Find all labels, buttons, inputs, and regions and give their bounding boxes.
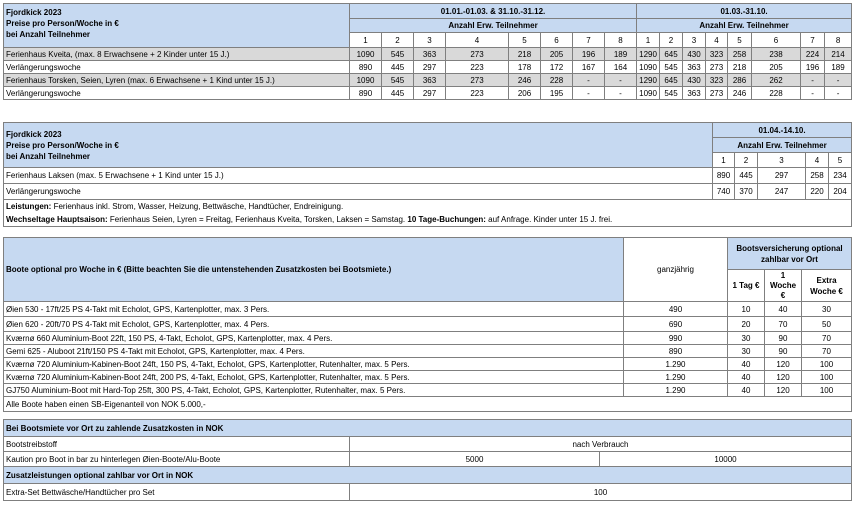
- price-cell: 206: [509, 87, 541, 100]
- deposit-label: Kaution pro Boot in bar zu hinterlegen Øien-Boote/Alu-Boote: [4, 452, 350, 467]
- price-cell: 205: [541, 48, 573, 61]
- row-label: Ferienhaus Kveita, (max. 8 Erwachsene + 2 Kinder unter 15 J.): [4, 48, 350, 61]
- boat-name: Kværnø 720 Aluminium-Kabinen-Boot 24ft, 200 PS, 4-Takt, Echolot, GPS, Kartenplotter, Rutenhalter, max. 5 Pers.: [4, 371, 624, 384]
- row-label: Ferienhaus Torsken, Seien, Lyren (max. 6 Erwachsene + 1 Kind unter 15 J.): [4, 74, 350, 87]
- price-cell: 1090: [350, 48, 382, 61]
- ins-week-value: 120: [765, 371, 802, 384]
- table-row: [4, 332, 852, 345]
- t1-period-a: 01.01.-01.03. & 31.10.-31.12.: [350, 4, 637, 19]
- t1-num: 4: [706, 33, 728, 48]
- t1-num: 3: [414, 33, 446, 48]
- ins-day-value: 40: [728, 384, 765, 397]
- boat-name: Kværnø 660 Aluminium-Boot 22ft, 150 PS, 4-Takt, Echolot, GPS, Kartenplotter, max. 4 Pers.: [4, 332, 624, 345]
- price-cell: 247: [758, 184, 806, 200]
- t2-title: Fjordkick 2023 Preise pro Person/Woche in € bei Anzahl Teilnehmer: [4, 123, 713, 168]
- price-cell: 205: [752, 61, 801, 74]
- price-cell: 297: [758, 168, 806, 184]
- t1-num: 6: [541, 33, 573, 48]
- deposit-a: 5000: [350, 452, 600, 467]
- boat-name: Øien 530 - 17ft/25 PS 4-Takt mit Echolot, GPS, Kartenplotter, max. 3 Pers.: [4, 302, 624, 317]
- boats-table: [3, 237, 852, 412]
- table-row: [4, 345, 852, 358]
- price-cell: 645: [660, 48, 683, 61]
- price-cell: 246: [509, 74, 541, 87]
- price-cell: -: [801, 74, 825, 87]
- t1-num: 3: [683, 33, 706, 48]
- ins-extra-value: 70: [802, 345, 852, 358]
- ins-extra: Extra Woche €: [802, 270, 852, 302]
- price-cell: 286: [728, 74, 752, 87]
- table-row: [4, 302, 852, 317]
- price-cell: 196: [801, 61, 825, 74]
- ins-week-value: 120: [765, 358, 802, 371]
- price-cell: 273: [446, 74, 509, 87]
- t1-period-b: 01.03.-31.10.: [637, 4, 852, 19]
- table-row: [4, 61, 852, 74]
- ins-extra-value: 100: [802, 384, 852, 397]
- ins-week-value: 90: [765, 345, 802, 358]
- price-cell: 220: [806, 184, 829, 200]
- price-cell: -: [801, 87, 825, 100]
- price-cell: 1090: [350, 74, 382, 87]
- price-cell: 297: [414, 61, 446, 74]
- ins-day-value: 30: [728, 345, 765, 358]
- price-cell: 363: [683, 61, 706, 74]
- t1-num: 8: [825, 33, 852, 48]
- price-cell: 370: [735, 184, 758, 200]
- ins-week-value: 90: [765, 332, 802, 345]
- ins-week-value: 40: [765, 302, 802, 317]
- t1-num: 1: [637, 33, 660, 48]
- price-cell: 196: [573, 48, 605, 61]
- price-cell: 445: [735, 168, 758, 184]
- price-cell: -: [573, 74, 605, 87]
- price-cell: -: [605, 74, 637, 87]
- price-cell: 545: [660, 61, 683, 74]
- price-cell: 238: [752, 48, 801, 61]
- costs-table: [3, 419, 852, 501]
- price-cell: 218: [509, 48, 541, 61]
- boat-price: 990: [624, 332, 728, 345]
- price-cell: 545: [382, 48, 414, 61]
- price-cell: 246: [728, 87, 752, 100]
- price-cell: 445: [382, 61, 414, 74]
- ins-day-value: 40: [728, 358, 765, 371]
- price-cell: 363: [683, 87, 706, 100]
- price-table-2: [3, 122, 852, 227]
- price-cell: 189: [605, 48, 637, 61]
- price-cell: 218: [728, 61, 752, 74]
- t2-num: 3: [758, 153, 806, 168]
- t1-num: 5: [509, 33, 541, 48]
- t1-num: 4: [446, 33, 509, 48]
- price-cell: 890: [350, 87, 382, 100]
- price-cell: 172: [541, 61, 573, 74]
- price-cell: 645: [660, 74, 683, 87]
- table-row: [4, 384, 852, 397]
- boat-price: 1.290: [624, 384, 728, 397]
- boat-name: Kværnø 720 Aluminium-Kabinen-Boot 24ft, 150 PS, 4-Takt, Echolot, GPS, Kartenplotter, Rutenhalter, max. 5 Pers.: [4, 358, 624, 371]
- table-row: [4, 74, 852, 87]
- price-cell: 740: [713, 184, 735, 200]
- boats-title: Boote optional pro Woche in € (Bitte beachten Sie die untenstehenden Zusatzkosten bei Bootsmiete.): [4, 238, 624, 302]
- fuel-label: Bootstreibstoff: [4, 437, 350, 452]
- table-row: [4, 371, 852, 384]
- row-label: Ferienhaus Laksen (max. 5 Erwachsene + 1 Kind unter 15 J.): [4, 168, 713, 184]
- t1-num: 1: [350, 33, 382, 48]
- price-cell: 234: [829, 168, 852, 184]
- price-cell: 1290: [637, 74, 660, 87]
- price-cell: 363: [414, 48, 446, 61]
- price-cell: -: [825, 87, 852, 100]
- ins-week: 1 Woche €: [765, 270, 802, 302]
- t2-period: 01.04.-14.10.: [713, 123, 852, 138]
- boat-price: 1.290: [624, 358, 728, 371]
- t2-num: 2: [735, 153, 758, 168]
- t2-sub: Anzahl Erw. Teilnehmer: [713, 138, 852, 153]
- boat-name: Øien 620 - 20ft/70 PS 4-Takt mit Echolot, GPS, Kartenplotter, max. 4 Pers.: [4, 317, 624, 332]
- extras-title: Zusatzleistungen optional zahlbar vor Ort in NOK: [4, 467, 852, 484]
- ins-extra-value: 100: [802, 358, 852, 371]
- price-cell: 262: [752, 74, 801, 87]
- price-cell: 204: [829, 184, 852, 200]
- ins-day-value: 10: [728, 302, 765, 317]
- price-cell: 297: [414, 87, 446, 100]
- ins-extra-value: 30: [802, 302, 852, 317]
- price-cell: 189: [825, 61, 852, 74]
- price-cell: 363: [414, 74, 446, 87]
- price-cell: -: [605, 87, 637, 100]
- price-cell: 273: [706, 87, 728, 100]
- boat-name: Gemi 625 - Aluboot 21ft/150 PS 4-Takt mit Echolot, GPS, Kartenplotter, max. 4 Pers.: [4, 345, 624, 358]
- price-cell: 890: [713, 168, 735, 184]
- boats-col-year: ganzjährig: [624, 238, 728, 302]
- ins-day: 1 Tag €: [728, 270, 765, 302]
- row-label: Verlängerungswoche: [4, 87, 350, 100]
- t1-num: 7: [801, 33, 825, 48]
- price-cell: 178: [509, 61, 541, 74]
- boats-note: Alle Boote haben einen SB-Eigenanteil von NOK 5.000,-: [4, 397, 852, 412]
- price-cell: 273: [706, 61, 728, 74]
- ins-title: Bootsversicherung optional zahlbar vor Ort: [728, 238, 852, 270]
- info-block: Leistungen: Ferienhaus inkl. Strom, Wasser, Heizung, Bettwäsche, Handtücher, Endreinigung. Wechseltage Hauptsaison: Ferienhaus Seien, Lyren = Freitag, Ferienhaus Kveita, Torsken, Laksen = Samstag. 10 Tage-Buchungen: auf Anfrage. Kinder unter 15 J. frei.: [4, 200, 852, 227]
- price-table-1: [3, 3, 852, 100]
- ins-extra-value: 50: [802, 317, 852, 332]
- price-cell: 258: [806, 168, 829, 184]
- price-cell: 195: [541, 87, 573, 100]
- price-cell: 214: [825, 48, 852, 61]
- extras-item-value: 100: [350, 484, 852, 501]
- row-label: Verlängerungswoche: [4, 61, 350, 74]
- t1-num: 7: [573, 33, 605, 48]
- t1-num: 6: [752, 33, 801, 48]
- deposit-b: 10000: [600, 452, 852, 467]
- price-cell: 164: [605, 61, 637, 74]
- t1-title: Fjordkick 2023 Preise pro Person/Woche in € bei Anzahl Teilnehmer: [4, 4, 350, 48]
- price-cell: 258: [728, 48, 752, 61]
- price-cell: 323: [706, 48, 728, 61]
- table-row: [4, 48, 852, 61]
- t2-num: 5: [829, 153, 852, 168]
- ins-day-value: 40: [728, 371, 765, 384]
- table-row: [4, 168, 852, 184]
- extras-item-label: Extra-Set Bettwäsche/Handtücher pro Set: [4, 484, 350, 501]
- table-row: [4, 184, 852, 200]
- price-cell: 223: [446, 87, 509, 100]
- t2-num: 1: [713, 153, 735, 168]
- fuel-value: nach Verbrauch: [350, 437, 852, 452]
- price-cell: 224: [801, 48, 825, 61]
- price-cell: 167: [573, 61, 605, 74]
- row-label: Verlängerungswoche: [4, 184, 713, 200]
- t1-sub-b: Anzahl Erw. Teilnehmer: [637, 19, 852, 33]
- price-cell: 430: [683, 48, 706, 61]
- ins-week-value: 120: [765, 384, 802, 397]
- price-cell: 1090: [637, 87, 660, 100]
- t1-num: 2: [660, 33, 683, 48]
- price-cell: 223: [446, 61, 509, 74]
- price-cell: 273: [446, 48, 509, 61]
- price-cell: 323: [706, 74, 728, 87]
- price-cell: 890: [350, 61, 382, 74]
- ins-extra-value: 70: [802, 332, 852, 345]
- ins-extra-value: 100: [802, 371, 852, 384]
- ins-day-value: 20: [728, 317, 765, 332]
- t1-num: 2: [382, 33, 414, 48]
- price-cell: 545: [660, 87, 683, 100]
- price-cell: 1090: [637, 61, 660, 74]
- ins-week-value: 70: [765, 317, 802, 332]
- t1-num: 5: [728, 33, 752, 48]
- table-row: [4, 317, 852, 332]
- price-cell: 1290: [637, 48, 660, 61]
- price-cell: 430: [683, 74, 706, 87]
- table-row: [4, 87, 852, 100]
- boat-price: 690: [624, 317, 728, 332]
- price-cell: 545: [382, 74, 414, 87]
- boat-price: 1.290: [624, 371, 728, 384]
- price-cell: -: [825, 74, 852, 87]
- boat-name: GJ750 Aluminium-Boot mit Hard-Top 25ft, 300 PS, 4-Takt, Echolot, GPS, Kartenplotter, Rutenhalter, max. 5 Pers.: [4, 384, 624, 397]
- t2-num: 4: [806, 153, 829, 168]
- t1-sub-a: Anzahl Erw. Teilnehmer: [350, 19, 637, 33]
- price-cell: 228: [752, 87, 801, 100]
- t1-num: 8: [605, 33, 637, 48]
- price-cell: 228: [541, 74, 573, 87]
- boat-price: 490: [624, 302, 728, 317]
- ins-day-value: 30: [728, 332, 765, 345]
- price-cell: -: [573, 87, 605, 100]
- costs-title: Bei Bootsmiete vor Ort zu zahlende Zusatzkosten in NOK: [4, 420, 852, 437]
- boat-price: 890: [624, 345, 728, 358]
- price-cell: 445: [382, 87, 414, 100]
- table-row: [4, 358, 852, 371]
